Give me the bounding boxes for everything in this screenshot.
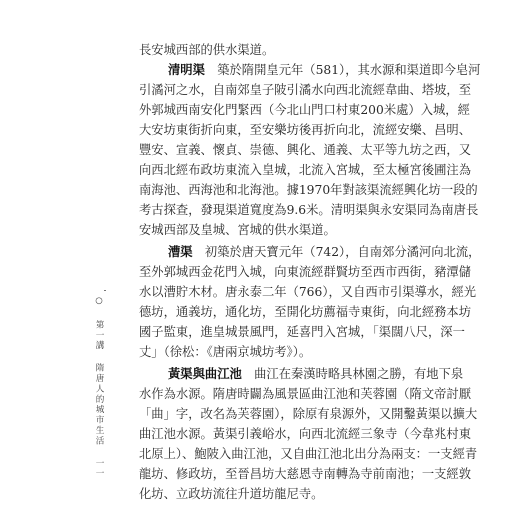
line-11: 漕渠 初築於唐天寶元年（742），自南郊分潏河向北流， [168, 244, 481, 259]
line-2: 清明渠 築於隋開皇元年（581），其水源和渠道即今皂河 [168, 62, 481, 77]
line-7: 向西北經布政坊東流入皇城，北流入宮城，至太極宮後圃注為 [139, 163, 472, 177]
line-17: 黃渠與曲江池 曲江在秦漢時略具林園之勝，有地下泉 [168, 366, 464, 381]
book-title: 隋唐人的城市生活 [94, 363, 104, 447]
line-18: 水作為水源。隋唐時闢為風景區曲江池和芙蓉園（隋文帝討厭 [139, 387, 472, 401]
line-23: 化坊、立政坊流往升道坊龍尼寺。 [139, 487, 324, 501]
heading-cao-canal: 漕渠 [168, 244, 193, 259]
line-19: 「曲」字，改名為芙蓉園），除原有泉源外，又開鑿黃渠以擴大 [139, 407, 478, 421]
line-1: 長安城西部的供水渠道。 [139, 43, 275, 57]
line-3: 引潏河之水，自南郊皇子陂引潏水向西北流經韋曲、塔坡，至 [139, 83, 472, 97]
heading-huang-canal-qujiang-pond: 黃渠與曲江池 [168, 366, 242, 381]
line-20: 曲江池水源。黃渠引義峪水，向西北流經三象寺（今韋兆村東 [139, 427, 472, 441]
line-16: 丈」（徐松：《唐兩京城坊考》）。 [139, 345, 312, 359]
ornament-dot: ○ [94, 296, 104, 308]
page-number: 一一 [94, 458, 104, 480]
line-5: 大安坊東街折向東，至安樂坊後再折向北，流經安樂、昌明、 [139, 123, 472, 137]
line-13: 水以漕貯木材。唐永泰二年（766），又自西市引渠導水，經光 [139, 285, 477, 299]
line-12: 至外郭城西金花門入城，向東流經群賢坊至西市西街，豬潭儲 [139, 265, 472, 279]
line-6: 豐安、宣義、懷貞、崇德、興化、通義、太平等九坊之西，又 [139, 143, 472, 157]
heading-qingming-canal: 清明渠 [168, 62, 205, 77]
line-21: 北原上）、鮑陂入曲江池，又自曲江池北出分為兩支：一支經青 [139, 447, 478, 461]
line-10: 安城西部及皇城、宮城的供水渠道。 [139, 223, 336, 237]
line-15: 國子監東，進皇城景風門，延喜門入宮城，「渠闊八尺，深一 [139, 325, 465, 339]
chapter-label: 第一講 [94, 319, 104, 352]
line-14: 德坊，通義坊，通化坊，至開化坊薦福寺東街，向北經務本坊 [139, 305, 472, 319]
running-head [92, 296, 106, 479]
line-22: 龍坊、修政坊，至晉昌坊大慈恩寺南轉為寺前南池；一支經敦 [139, 467, 472, 481]
margin-rule-top [104, 290, 106, 291]
line-9: 考古探查，發現渠道寬度為9.6米。清明渠與永安渠同為南唐長 [139, 203, 479, 217]
line-8: 南海池、西海池和北海池。據1970年對該渠流經興化坊一段的 [139, 183, 478, 197]
line-4: 外郭城西南安化門緊西（今北山門口村東200米處）入城，經 [139, 103, 470, 117]
